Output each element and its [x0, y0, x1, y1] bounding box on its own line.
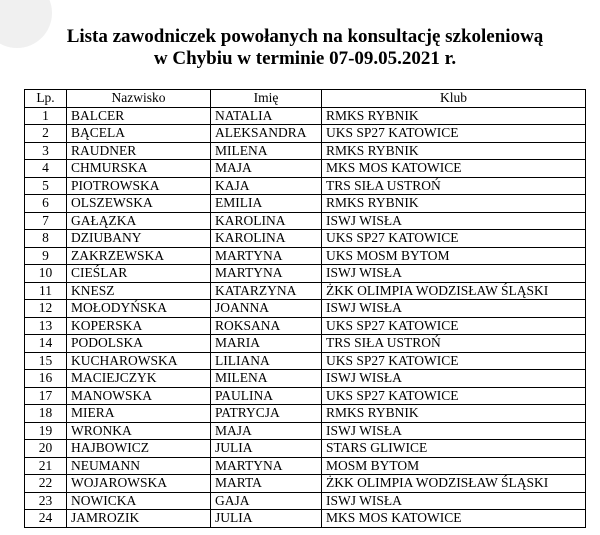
table-row — [25, 300, 586, 318]
cell-klub: ISWJ WISŁA — [322, 212, 586, 230]
cell-nazwisko: PODOLSKA — [67, 335, 211, 353]
cell-klub: TRS SIŁA USTROŃ — [322, 335, 586, 353]
header-imie: Imię — [211, 90, 322, 108]
cell-imie: MAJA — [211, 160, 322, 178]
header-lp: Lp. — [25, 90, 67, 108]
table-row — [25, 370, 586, 388]
cell-lp: 7 — [25, 212, 67, 230]
cell-imie: MARTYNA — [211, 247, 322, 265]
cell-klub: TRS SIŁA USTROŃ — [322, 177, 586, 195]
cell-nazwisko: MOŁODYŃSKA — [67, 300, 211, 318]
cell-imie: KATARZYNA — [211, 282, 322, 300]
cell-lp: 17 — [25, 387, 67, 405]
cell-imie: ALEKSANDRA — [211, 125, 322, 143]
cell-imie: MARIA — [211, 335, 322, 353]
table-row — [25, 475, 586, 493]
cell-lp: 14 — [25, 335, 67, 353]
cell-nazwisko: CHMURSKA — [67, 160, 211, 178]
cell-nazwisko: JAMROZIK — [67, 510, 211, 528]
cell-nazwisko: MACIEJCZYK — [67, 370, 211, 388]
table-row — [25, 265, 586, 283]
table-row — [25, 195, 586, 213]
cell-lp: 4 — [25, 160, 67, 178]
table-row — [25, 212, 586, 230]
cell-lp: 8 — [25, 230, 67, 248]
table-row — [25, 510, 586, 528]
table-row — [25, 492, 586, 510]
cell-lp: 13 — [25, 317, 67, 335]
cell-nazwisko: NOWICKA — [67, 492, 211, 510]
cell-nazwisko: KNESZ — [67, 282, 211, 300]
cell-klub: MOSM BYTOM — [322, 457, 586, 475]
cell-lp: 18 — [25, 405, 67, 423]
roster-table — [24, 89, 586, 528]
cell-imie: EMILIA — [211, 195, 322, 213]
cell-klub: RMKS RYBNIK — [322, 405, 586, 423]
cell-imie: PATRYCJA — [211, 405, 322, 423]
cell-nazwisko: BALCER — [67, 107, 211, 125]
cell-klub: ŻKK OLIMPIA WODZISŁAW ŚLĄSKI — [322, 282, 586, 300]
cell-nazwisko: GAŁĄZKA — [67, 212, 211, 230]
cell-imie: KAROLINA — [211, 212, 322, 230]
table-row — [25, 107, 586, 125]
cell-klub: UKS SP27 KATOWICE — [322, 125, 586, 143]
cell-lp: 22 — [25, 475, 67, 493]
cell-imie: MARTYNA — [211, 265, 322, 283]
cell-nazwisko: KOPERSKA — [67, 317, 211, 335]
cell-klub: ISWJ WISŁA — [322, 492, 586, 510]
cell-imie: MILENA — [211, 142, 322, 160]
cell-klub: MKS MOS KATOWICE — [322, 160, 586, 178]
page-subtitle: w Chybiu w terminie 07-09.05.2021 r. — [153, 48, 457, 69]
cell-nazwisko: HAJBOWICZ — [67, 440, 211, 458]
cell-lp: 19 — [25, 422, 67, 440]
cell-klub: MKS MOS KATOWICE — [322, 510, 586, 528]
table-row — [25, 230, 586, 248]
cell-lp: 1 — [25, 107, 67, 125]
cell-imie: NATALIA — [211, 107, 322, 125]
cell-nazwisko: WRONKA — [67, 422, 211, 440]
cell-lp: 20 — [25, 440, 67, 458]
cell-lp: 3 — [25, 142, 67, 160]
cell-imie: MILENA — [211, 370, 322, 388]
roster-body — [25, 107, 586, 527]
cell-nazwisko: BĄCELA — [67, 125, 211, 143]
cell-lp: 15 — [25, 352, 67, 370]
cell-nazwisko: RAUDNER — [67, 142, 211, 160]
cell-nazwisko: NEUMANN — [67, 457, 211, 475]
cell-klub: RMKS RYBNIK — [322, 195, 586, 213]
cell-lp: 21 — [25, 457, 67, 475]
cell-lp: 23 — [25, 492, 67, 510]
cell-imie: JULIA — [211, 510, 322, 528]
cell-lp: 6 — [25, 195, 67, 213]
cell-klub: ISWJ WISŁA — [322, 422, 586, 440]
cell-nazwisko: CIEŚLAR — [67, 265, 211, 283]
page-title: Lista zawodniczek powołanych na konsultację szkoleniową — [66, 26, 544, 47]
cell-lp: 11 — [25, 282, 67, 300]
cell-lp: 24 — [25, 510, 67, 528]
cell-nazwisko: MIERA — [67, 405, 211, 423]
cell-imie: KAROLINA — [211, 230, 322, 248]
table-row — [25, 282, 586, 300]
cell-klub: UKS SP27 KATOWICE — [322, 387, 586, 405]
cell-imie: GAJA — [211, 492, 322, 510]
cell-klub: RMKS RYBNIK — [322, 142, 586, 160]
cell-imie: LILIANA — [211, 352, 322, 370]
table-header-row — [25, 90, 586, 108]
cell-imie: KAJA — [211, 177, 322, 195]
cell-lp: 9 — [25, 247, 67, 265]
cell-imie: MARTA — [211, 475, 322, 493]
table-row — [25, 125, 586, 143]
table-row — [25, 405, 586, 423]
table-row — [25, 160, 586, 178]
cell-imie: MAJA — [211, 422, 322, 440]
cell-lp: 16 — [25, 370, 67, 388]
cell-lp: 2 — [25, 125, 67, 143]
cell-klub: STARS GLIWICE — [322, 440, 586, 458]
cell-klub: UKS MOSM BYTOM — [322, 247, 586, 265]
cell-nazwisko: WOJAROWSKA — [67, 475, 211, 493]
cell-nazwisko: ZAKRZEWSKA — [67, 247, 211, 265]
cell-nazwisko: PIOTROWSKA — [67, 177, 211, 195]
cell-lp: 10 — [25, 265, 67, 283]
cell-nazwisko: DZIUBANY — [67, 230, 211, 248]
table-row — [25, 440, 586, 458]
table-row — [25, 335, 586, 353]
cell-lp: 12 — [25, 300, 67, 318]
cell-klub: UKS SP27 KATOWICE — [322, 230, 586, 248]
cell-nazwisko: OLSZEWSKA — [67, 195, 211, 213]
table-row — [25, 352, 586, 370]
header-klub: Klub — [322, 90, 586, 108]
table-row — [25, 317, 586, 335]
cell-imie: PAULINA — [211, 387, 322, 405]
table-row — [25, 177, 586, 195]
cell-klub: ISWJ WISŁA — [322, 300, 586, 318]
cell-klub: UKS SP27 KATOWICE — [322, 352, 586, 370]
table-row — [25, 457, 586, 475]
cell-klub: ISWJ WISŁA — [322, 265, 586, 283]
table-row — [25, 142, 586, 160]
table-row — [25, 422, 586, 440]
cell-nazwisko: KUCHAROWSKA — [67, 352, 211, 370]
cell-klub: RMKS RYBNIK — [322, 107, 586, 125]
cell-klub: ISWJ WISŁA — [322, 370, 586, 388]
cell-klub: ŻKK OLIMPIA WODZISŁAW ŚLĄSKI — [322, 475, 586, 493]
cell-nazwisko: MANOWSKA — [67, 387, 211, 405]
cell-imie: JOANNA — [211, 300, 322, 318]
cell-imie: ROKSANA — [211, 317, 322, 335]
header-nazwisko: Nazwisko — [67, 90, 211, 108]
cell-imie: MARTYNA — [211, 457, 322, 475]
cell-klub: UKS SP27 KATOWICE — [322, 317, 586, 335]
table-row — [25, 247, 586, 265]
cell-imie: JULIA — [211, 440, 322, 458]
table-row — [25, 387, 586, 405]
cell-lp: 5 — [25, 177, 67, 195]
